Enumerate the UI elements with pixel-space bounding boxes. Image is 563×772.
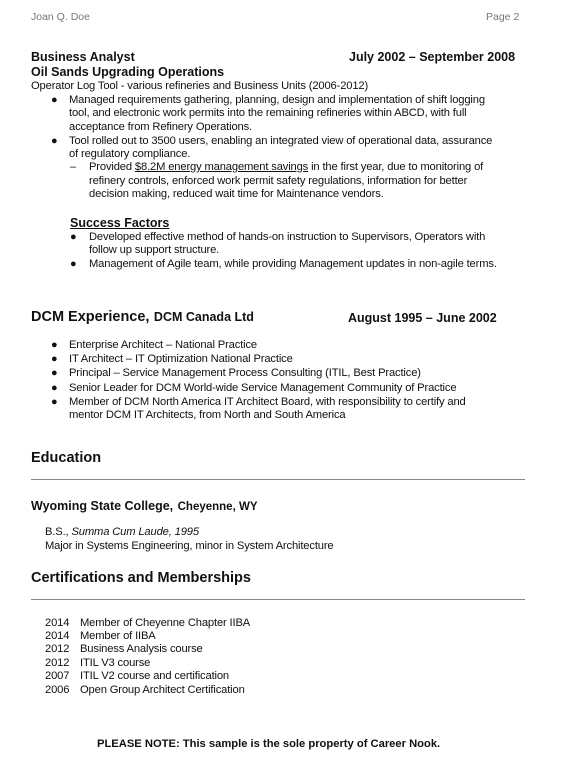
job-title: Business Analyst: [31, 50, 135, 64]
school-line: [31, 497, 258, 515]
school-name: Wyoming State College,: [31, 499, 174, 513]
dcm-company: DCM Canada Ltd: [153, 310, 254, 324]
section-divider: [31, 479, 525, 480]
degree-line: [45, 526, 199, 538]
dcm-heading: DCM Experience,: [31, 309, 150, 325]
bullet-text: acceptance from Refinery Operations.: [69, 121, 253, 133]
dcm-heading-line: [31, 308, 254, 326]
cert-text: Member of IIBA: [80, 630, 156, 642]
cert-text: Open Group Architect Certification: [80, 684, 245, 696]
cert-year: 2014: [45, 630, 70, 642]
project-line: Operator Log Tool - various refineries and Business Units (2006-2012): [31, 80, 369, 92]
job-dates: July 2002 – September 2008: [349, 50, 516, 64]
job-organization: Oil Sands Upgrading Operations: [31, 65, 225, 79]
bullet-icon: ●: [51, 396, 58, 408]
cert-text: ITIL V2 course and certification: [80, 670, 230, 682]
dcm-item: Senior Leader for DCM World-wide Service Management Community of Practice: [69, 382, 457, 394]
dcm-item: Enterprise Architect – National Practice: [69, 339, 258, 351]
bullet-text: of regulatory compliance.: [69, 148, 191, 160]
cert-year: 2007: [45, 670, 70, 682]
success-text: Developed effective method of hands-on instruction to Supervisors, Operators with: [89, 231, 486, 243]
school-location: Cheyenne, WY: [177, 501, 258, 513]
cert-text: Business Analysis course: [80, 643, 203, 655]
dcm-item: IT Architect – IT Optimization National Practice: [69, 353, 293, 365]
sub-bullet-post: in the first year, due to monitoring of: [308, 161, 484, 173]
success-text: follow up support structure.: [89, 244, 220, 256]
success-text: Management of Agile team, while providing Management updates in non-agile terms.: [89, 258, 497, 270]
bullet-icon: ●: [51, 382, 58, 394]
cert-text: Member of Cheyenne Chapter IIBA: [80, 617, 251, 629]
bullet-icon: ●: [51, 94, 58, 106]
savings-link[interactable]: $8.2M energy management savings: [134, 161, 309, 173]
bullet-icon: ●: [70, 231, 77, 243]
section-divider: [31, 599, 525, 600]
bullet-icon: ●: [51, 135, 58, 147]
cert-year: 2012: [45, 657, 70, 669]
success-factors-heading: Success Factors: [70, 216, 170, 230]
dcm-item: mentor DCM IT Architects, from North and South America: [69, 409, 346, 421]
cert-text: ITIL V3 course: [80, 657, 151, 669]
major-line: Major in Systems Engineering, minor in System Architecture: [45, 540, 334, 552]
certifications-heading: Certifications and Memberships: [31, 570, 251, 586]
header-name: Joan Q. Doe: [31, 11, 90, 23]
dash-icon: –: [70, 161, 77, 173]
degree-name: B.S.,: [45, 526, 72, 538]
sub-bullet-pre: Provided: [89, 161, 135, 173]
sub-bullet-text: decision making, reduced wait time for Maintenance vendors.: [89, 188, 384, 200]
degree-honor: Summa Cum Laude, 1995: [71, 526, 199, 538]
cert-year: 2012: [45, 643, 70, 655]
cert-year: 2014: [45, 617, 70, 629]
dcm-item: Principal – Service Management Process Consulting (ITIL, Best Practice): [69, 367, 421, 379]
bullet-icon: ●: [51, 339, 58, 351]
page-number: Page 2: [486, 11, 520, 23]
bullet-icon: ●: [51, 353, 58, 365]
footer-note: PLEASE NOTE: This sample is the sole property of Career Nook.: [97, 738, 441, 750]
bullet-text: Managed requirements gathering, planning, design and implementation of shift logging: [69, 94, 485, 106]
sub-bullet-text: refinery controls, enforced work permit safety regulations, information for better: [89, 175, 468, 187]
bullet-text: tool, and electronic work permits into the remaining refineries within ABCD, with full: [69, 107, 467, 119]
dcm-item: Member of DCM North America IT Architect Board, with responsibility to certify and: [69, 396, 466, 408]
bullet-icon: ●: [51, 367, 58, 379]
education-heading: Education: [31, 450, 102, 466]
dcm-dates: August 1995 – June 2002: [348, 311, 497, 325]
cert-year: 2006: [45, 684, 70, 696]
bullet-text: Tool rolled out to 3500 users, enabling an integrated view of operational data, assurance: [69, 135, 493, 147]
sub-bullet-text: [89, 161, 483, 173]
bullet-icon: ●: [70, 258, 77, 270]
